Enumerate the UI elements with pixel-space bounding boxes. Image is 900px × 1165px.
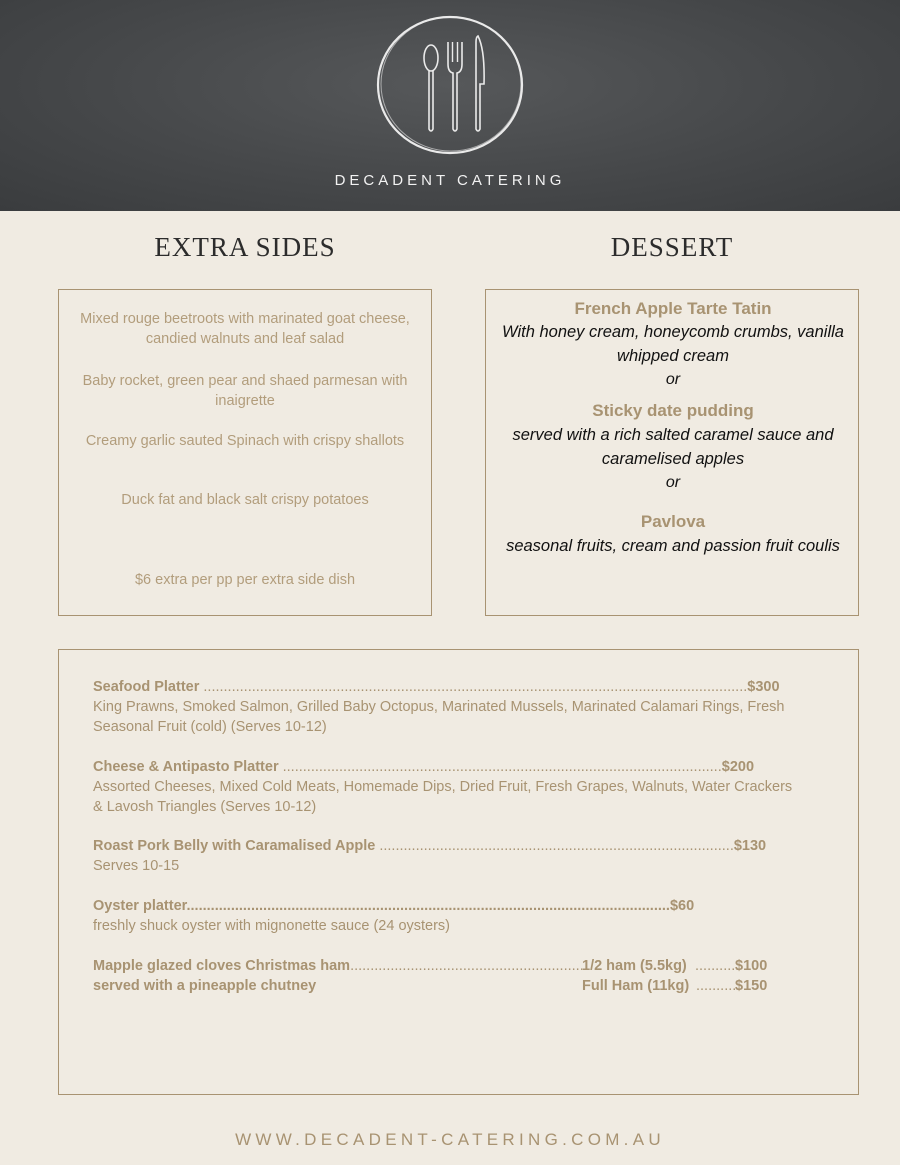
platter-price: $60 (669, 898, 695, 914)
platter-price: $200 (721, 759, 755, 775)
dessert-name: Pavlova (640, 512, 706, 531)
platter-item (93, 836, 793, 876)
extra-sides-title: EXTRA SIDES (154, 232, 336, 262)
side-item: Creamy garlic sauted Spinach with crispy shallots (85, 433, 405, 449)
ham-name: Mapple glazed cloves Christmas ham (93, 958, 351, 974)
leader-dots: .......................................................... (350, 958, 584, 974)
platter-heading (93, 677, 793, 697)
platter-description: Assorted Cheeses, Mixed Cold Meats, Homemade Dips, Dried Fruit, Fresh Grapes, Walnuts, Water Crackers & Lavosh Triangles (Serves 10-12) (93, 779, 793, 815)
website-url[interactable]: WWW.DECADENT-CATERING.COM.AU (235, 1130, 665, 1149)
platter-name: Cheese & Antipasto Platter (93, 759, 279, 775)
platter-heading (93, 896, 793, 916)
side-price-note: $6 extra per pp per extra side dish (134, 572, 356, 588)
leader-dots: ........................................................................................................................ (186, 898, 670, 914)
platter-description: freshly shuck oyster with mignonette sauce (24 oysters) (93, 918, 451, 934)
dessert-name: Sticky date pudding (592, 401, 754, 420)
leader-dots: ........................................................................................ (379, 838, 734, 854)
platter-item (93, 677, 793, 737)
ham-item (93, 956, 793, 996)
ham-half-label: 1/2 ham (5.5kg) (582, 958, 687, 974)
platter-description: Serves 10-15 (93, 858, 180, 874)
extra-sides-panel (58, 289, 432, 616)
platter-heading (93, 757, 793, 777)
leader-dots: ....................................................................................................................................... (203, 679, 748, 695)
side-item: Mixed rouge beetroots with marinated goat cheese, candied walnuts and leaf salad (80, 311, 410, 347)
platter-name: Oyster platter (93, 898, 187, 914)
cutlery-circle-icon (374, 12, 526, 157)
leader-dots: ............................................................................................................. (282, 759, 722, 775)
dessert-title: DESSERT (610, 232, 734, 262)
leader-dots: ........... (695, 958, 740, 974)
dessert-description: seasonal fruits, cream and passion fruit coulis (506, 537, 840, 555)
ham-full-label: Full Ham (11kg) (582, 978, 690, 994)
platter-item (93, 896, 793, 936)
ham-half-price: $100 (735, 958, 768, 974)
platter-price: $300 (747, 679, 780, 695)
platter-price: $130 (733, 838, 767, 854)
dessert-description: served with a rich salted caramel sauce and caramelised apples (512, 426, 834, 468)
ham-subheading (93, 976, 793, 996)
dessert-panel (485, 289, 859, 616)
platters-panel (58, 649, 859, 1095)
ham-sub: served with a pineapple chutney (93, 978, 317, 994)
platter-name: Roast Pork Belly with Caramalised Apple (93, 838, 376, 854)
header-banner (0, 0, 900, 211)
ham-heading (93, 956, 793, 976)
side-item: Duck fat and black salt crispy potatoes (121, 492, 369, 508)
dessert-separator: or (665, 371, 681, 388)
ham-full-price: $150 (735, 978, 768, 994)
side-item: Baby rocket, green pear and shaed parmesan with inaigrette (82, 373, 408, 409)
dessert-description: With honey cream, honeycomb crumbs, vanilla whipped cream (502, 323, 844, 365)
dessert-separator: or (665, 474, 681, 491)
leader-dots: ........... (696, 978, 741, 994)
platter-name: Seafood Platter (93, 679, 200, 695)
brand-name: DECADENT CATERING (334, 172, 566, 189)
platter-heading (93, 836, 793, 856)
platter-description: King Prawns, Smoked Salmon, Grilled Baby Octopus, Marinated Mussels, Marinated Calamari Rings, Fresh Seasonal Fruit (cold) (Serves 10-12) (93, 699, 785, 735)
platter-item (93, 757, 793, 817)
dessert-name: French Apple Tarte Tatin (574, 299, 772, 318)
